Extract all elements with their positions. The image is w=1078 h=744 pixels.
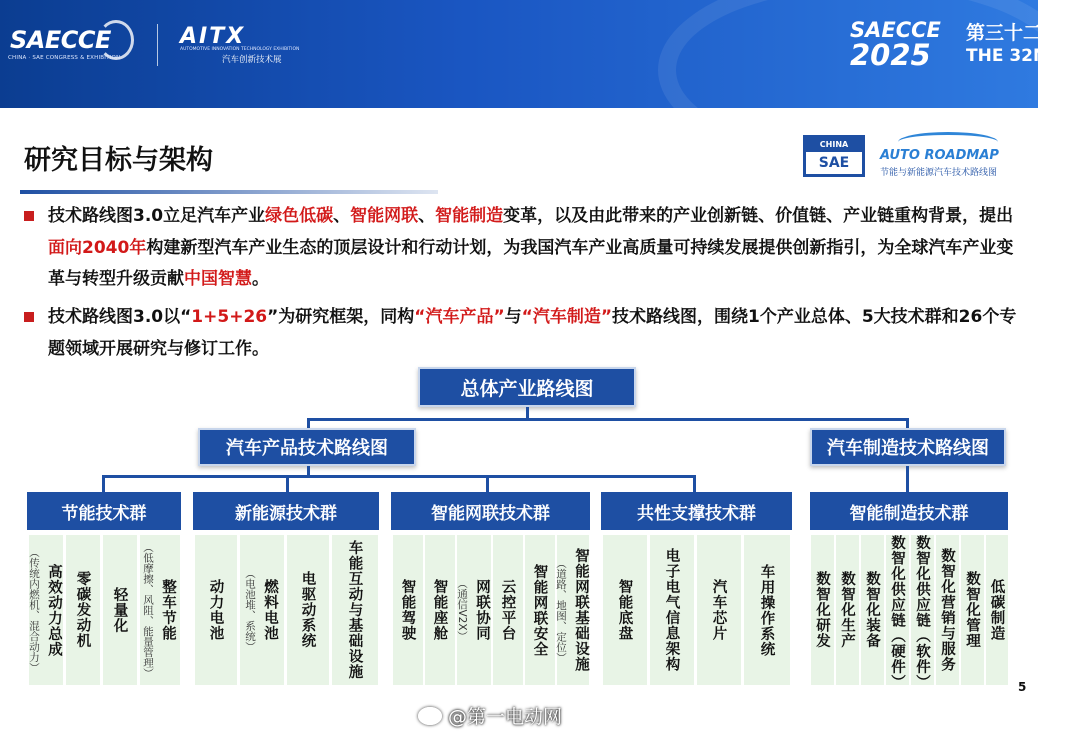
topic-item [861, 535, 884, 685]
bullet-1-text [48, 201, 1028, 296]
bullet-text-segment: 技术路线图3.0立足汽车产业 [48, 206, 266, 226]
topic-item [425, 535, 455, 685]
highlight-text: 智能网联 [350, 206, 419, 226]
overall-roadmap-node: 总体产业路线图 [418, 367, 636, 407]
topic-item [493, 535, 523, 685]
bullet-square-icon [24, 312, 34, 322]
topic-item-label: 整车节能 [160, 579, 176, 641]
topic-item-label: 智能底盘 [616, 579, 633, 641]
highlight-text: 绿色低碳 [265, 206, 334, 226]
topic-item [603, 535, 647, 685]
topic-item [240, 535, 284, 685]
watermark-text: @第一电动网 [448, 706, 563, 728]
highlight-text: “汽车产品” [414, 307, 505, 327]
auto-roadmap-subtitle: 节能与新能源汽车技术路线图 [880, 168, 998, 178]
group-header-common-support: 共性支撑技术群 [601, 492, 792, 530]
topic-item [836, 535, 859, 685]
bullet-text-segment: 。 [252, 269, 269, 289]
topic-item [195, 535, 237, 685]
topic-item-note: （电池堆、系统） [244, 568, 256, 652]
topic-item-label: 云控平台 [499, 579, 516, 641]
topic-item [66, 535, 100, 685]
saecce-logo-subtitle: CHINA · SAE CONGRESS & EXHIBITION [8, 55, 121, 61]
bullet-text-segment: 与 [504, 307, 522, 327]
topic-item-note: （传统内燃机、混合动力） [28, 547, 40, 673]
highlight-text: 1+5+26 [191, 307, 268, 327]
topic-item-label: 电驱动系统 [299, 571, 316, 649]
topic-item-label: 智能网联基础设施 [573, 548, 589, 672]
topic-item-label: 低碳制造 [988, 579, 1005, 641]
highlight-text: 智能制造 [435, 206, 504, 226]
connector-horizontal-top [307, 418, 907, 421]
saecce-logo: SAECCE [10, 26, 111, 54]
title-underline [20, 190, 438, 194]
topic-item [525, 535, 555, 685]
bullet-text-segment: 变革，以及由此带来的产业创新链、价值链、产业链重构背景，提出 [503, 206, 1014, 226]
topic-item [911, 535, 934, 690]
topic-item-label: 网联协同 [474, 579, 490, 641]
connector-group-3 [486, 475, 489, 492]
topic-item [287, 535, 329, 685]
topic-item-label: 高效动力总成 [46, 563, 62, 657]
topic-item-label: 数智化管理 [964, 571, 980, 649]
topic-item [29, 535, 63, 685]
highlight-text: 中国智慧 [184, 269, 252, 289]
aitx-logo-chinese: 汽车创新技术展 [222, 55, 282, 65]
china-sae-logo [803, 135, 865, 177]
topic-item-label: 数智化营销与服务 [939, 548, 955, 672]
connector-group-4 [693, 475, 696, 492]
highlight-text: “汽车制造” [521, 307, 613, 327]
bullet-text-segment: 技术路线图3.0以“ [48, 307, 192, 327]
topic-item [332, 535, 378, 685]
saecce-logo-ring-icon [98, 20, 134, 60]
connector-to-product [307, 418, 310, 428]
connector-group-5 [906, 466, 909, 492]
auto-roadmap-logo: AUTO ROADMAP [880, 148, 999, 163]
topic-item-note: （通信V2X） [456, 578, 468, 642]
connector-group-2 [286, 475, 289, 492]
aitx-logo: AITX [180, 24, 246, 49]
topic-item-label: 车能互动与基础设施 [346, 540, 363, 680]
topic-item-label: 汽车芯片 [710, 579, 727, 641]
weibo-icon [418, 707, 442, 725]
topic-item-label: 数智化装备 [864, 571, 880, 649]
topic-item-label: 智能驾驶 [399, 579, 416, 641]
product-roadmap-node: 汽车产品技术路线图 [198, 428, 416, 466]
bullet-2-text [48, 302, 1028, 365]
topic-item-label: 电子电气信息架构 [663, 548, 680, 672]
group-header-energy-saving: 节能技术群 [27, 492, 181, 530]
topic-item [393, 535, 423, 685]
aitx-logo-subtitle: AUTOMOTIVE INNOVATION TECHNOLOGY EXHIBITION [180, 47, 300, 52]
connector-product-horizontal [102, 475, 695, 478]
logo-divider [157, 24, 158, 66]
topic-item-note: （道路、地图、定位） [555, 557, 567, 663]
event-logo-year: 2025 [850, 38, 931, 72]
watermark [418, 702, 562, 729]
china-sae-logo-bottom: SAE [818, 155, 850, 171]
topic-item [140, 535, 180, 685]
topic-item [697, 535, 741, 685]
topic-item [557, 535, 589, 685]
topic-item [961, 535, 984, 685]
highlight-text: 面向2040年 [48, 237, 147, 258]
event-edition-en: THE 32ND [966, 46, 1062, 66]
group-header-intelligent-connected: 智能网联技术群 [391, 492, 590, 530]
topic-item-label: 数智化供应链（硬件） [889, 535, 905, 690]
header-banner [0, 0, 1062, 108]
china-sae-logo-top: CHINA [806, 138, 862, 152]
manufacturing-roadmap-node: 汽车制造技术路线图 [810, 428, 1006, 466]
topic-item [650, 535, 694, 685]
topic-item [936, 535, 959, 685]
topic-item [986, 535, 1008, 685]
topic-item-label: 智能座舱 [431, 579, 448, 641]
topic-item-note: （低摩擦、风阻、能量管理） [142, 541, 154, 679]
topic-item-label: 轻量化 [111, 586, 128, 634]
bullet-text-segment: ”为研究框架，同构 [267, 307, 415, 327]
topic-item-label: 智能网联安全 [531, 563, 548, 657]
topic-item-label: 零碳发动机 [74, 571, 91, 649]
topic-item [811, 535, 834, 685]
bullet-text-segment: 、 [333, 206, 351, 226]
connector-to-manufacturing [906, 418, 909, 428]
topic-item-label: 数智化供应链（软件） [914, 535, 930, 690]
topic-item-label: 燃料电池 [262, 579, 278, 641]
topic-item-label: 数智化生产 [839, 571, 855, 649]
event-edition-cn: 第三十二 [966, 22, 1043, 44]
topic-item-label: 动力电池 [207, 579, 224, 641]
topic-item [457, 535, 491, 685]
bullet-text-segment: 、 [418, 206, 436, 226]
topic-item [744, 535, 790, 685]
group-header-intelligent-manufacturing: 智能制造技术群 [810, 492, 1008, 530]
group-header-new-energy: 新能源技术群 [193, 492, 379, 530]
topic-item-label: 车用操作系统 [758, 563, 775, 657]
topic-item-label: 数智化研发 [814, 571, 830, 649]
bullet-text-segment: 技术路线图，围绕1个产业总体、5大技术群和26个专题领域开展研究与修订工作。 [48, 307, 1017, 359]
slide-title: 研究目标与架构 [24, 145, 213, 176]
page-number: 5 [1018, 680, 1027, 694]
bullet-text-segment: 构建新型汽车产业生态的顶层设计和行动计划，为我国汽车产业高质量可持续发展提供创新指引，为全球汽车产业变革与转型升级贡献 [48, 237, 1014, 289]
topic-item [103, 535, 137, 685]
bullet-square-icon [24, 211, 34, 221]
topic-item [886, 535, 909, 690]
event-logo-name: SAECCE [850, 18, 941, 42]
connector-group-1 [102, 475, 105, 492]
